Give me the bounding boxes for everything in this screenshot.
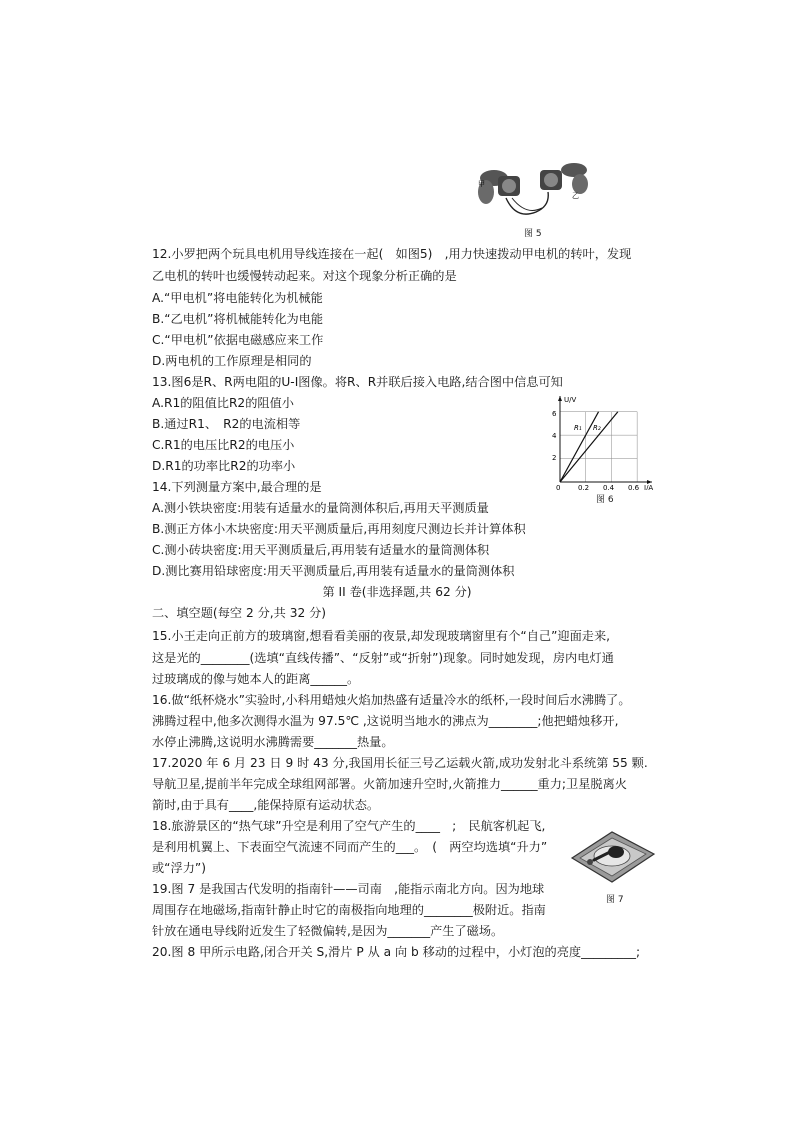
q12-stem-line2: 乙电机的转叶也缓慢转动起来。对这个现象分析正确的是	[152, 269, 457, 283]
q16-line3: 水停止沸腾,这说明水沸腾需要_______热量。	[152, 735, 394, 749]
q19-line3: 针放在通电导线附近发生了轻微偏转,是因为_______产生了磁场。	[152, 924, 504, 938]
sinan-illustration	[566, 818, 658, 890]
motors-illustration	[476, 160, 596, 226]
r2-line-label: R₂	[593, 424, 601, 432]
q15-line1: 15.小王走向正前方的玻璃窗,想看看美丽的夜景,却发现玻璃窗里有个“自己”迎面走来,	[152, 629, 611, 643]
q17-line3: 箭时,由于具有____,能保持原有运动状态。	[152, 798, 380, 812]
q12-option-c: C.“甲电机”依据电磁感应来工作	[152, 333, 324, 347]
q17-line2: 导航卫星,提前半年完成全球组网部署。火箭加速升空时,火箭推力______重力;卫星脱离火	[152, 777, 627, 791]
x-tick-0: 0	[556, 484, 561, 490]
q18-line2: 是利用机翼上、下表面空气流速不同而产生的___。 ( 两空均选填“升力”	[152, 840, 548, 854]
x-axis-label: I/A	[644, 484, 654, 490]
y-axis-label: U/V	[564, 396, 577, 404]
y-tick-4: 4	[552, 432, 557, 440]
q13-option-c: C.R1的电压比R2的电压小	[152, 438, 295, 452]
q13-option-b: B.通过R1、 R2的电流相等	[152, 417, 301, 431]
q19-line1: 19.图 7 是我国古代发明的指南针——司南 ,能指示南北方向。因为地球	[152, 882, 545, 896]
q18-line1: 18.旅游景区的“热气球”升空是利用了空气产生的____ ; 民航客机起飞,	[152, 819, 546, 833]
r1-line-label: R₁	[574, 424, 582, 432]
q16-line2: 沸腾过程中,他多次测得水温为 97.5℃ ,这说明当地水的沸点为________;他把蜡烛移开,	[152, 714, 619, 728]
figure-6-ui-graph	[540, 390, 660, 506]
q18-line3: 或“浮力”)	[152, 861, 206, 875]
series-line-r2	[560, 412, 618, 482]
figure-6-caption: 图 6	[596, 495, 614, 505]
q14-stem: 14.下列测量方案中,最合理的是	[152, 480, 322, 494]
q12-option-a: A.“甲电机”将电能转化为机械能	[152, 291, 323, 305]
q14-option-d: D.测比赛用铅球密度:用天平测质量后,再用装有适量水的量筒测体积	[152, 564, 515, 578]
q14-option-b: B.测正方体小木块密度:用天平测质量后,再用刻度尺测边长并计算体积	[152, 522, 526, 536]
q13-option-d: D.R1的功率比R2的功率小	[152, 459, 296, 473]
q12-option-d: D.两电机的工作原理是相同的	[152, 354, 312, 368]
figure-5-motors	[476, 160, 596, 240]
q15-line2: 这是光的________(选填“直线传播”、“反射”或“折射”)现象。同时她发现，房内电灯通	[152, 651, 614, 665]
q14-option-c: C.测小砖块密度:用天平测质量后,再用装有适量水的量筒测体积	[152, 543, 490, 557]
y-tick-6: 6	[552, 410, 557, 418]
series-line-r1	[560, 412, 599, 482]
q17-line1: 17.2020 年 6 月 23 日 9 时 43 分,我国用长征三号乙运载火箭,成功发射北斗系统第 55 颗.	[152, 756, 648, 770]
figure-7-caption: 图 7	[606, 895, 624, 905]
y-tick-2: 2	[552, 454, 557, 462]
figure-7-sinan	[566, 818, 658, 908]
q12-stem-line1: 12.小罗把两个玩具电机用导线连接在一起( 如图5) ,用力快速拨动甲电机的转叶，发现	[152, 247, 632, 261]
svg-text:乙: 乙	[572, 192, 579, 200]
part2-title: 二、填空题(每空 2 分,共 32 分)	[152, 606, 327, 620]
section-title: 第 II 卷(非选择题,共 62 分)	[322, 585, 472, 599]
x-tick-0-2: 0.2	[578, 484, 590, 490]
svg-text:甲: 甲	[478, 180, 485, 188]
q16-line1: 16.做“纸杯烧水”实验时,小科用蜡烛火焰加热盛有适量冷水的纸杯,一段时间后水沸腾了。	[152, 693, 631, 707]
q13-option-a: A.R1的阻值比R2的阻值小	[152, 396, 294, 410]
q20-line1: 20.图 8 甲所示电路,闭合开关 S,滑片 P 从 a 向 b 移动的过程中，小灯泡的亮度_________;	[152, 945, 641, 959]
ui-graph-svg	[540, 390, 660, 490]
q13-stem: 13.图6是R、R两电阻的U-I图像。将R、R并联后接入电路,结合图中信息可知	[152, 375, 563, 389]
q12-option-b: B.“乙电机”将机械能转化为电能	[152, 312, 324, 326]
x-tick-0-6: 0.6	[628, 484, 640, 490]
q19-line2: 周围存在地磁场,指南针静止时它的南极指向地理的________极附近。指南	[152, 903, 546, 917]
q14-option-a: A.测小铁块密度:用装有适量水的量筒测体积后,再用天平测质量	[152, 501, 489, 515]
x-tick-0-4: 0.4	[603, 484, 615, 490]
q15-line3: 过玻璃成的像与她本人的距离______。	[152, 672, 360, 686]
figure-5-caption: 图 5	[524, 229, 542, 239]
